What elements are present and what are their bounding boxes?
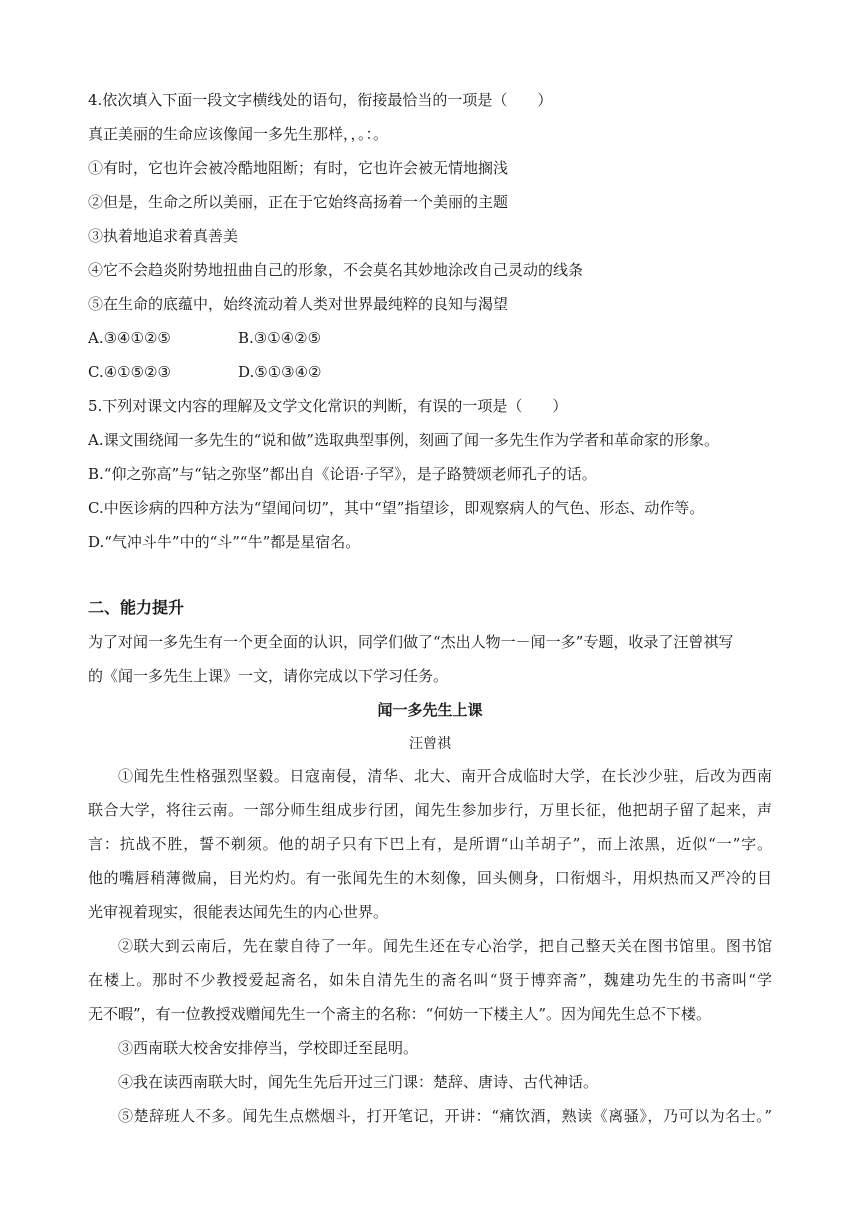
paragraph-1-line: 他的嘴唇稍薄微扁，目光灼灼。有一张闻先生的木刻像，回头侧身，口衔烟斗，用炽热而又严冷的目 <box>88 869 772 887</box>
section-intro-line-2: 的《闻一多先生上课》一文，请你完成以下学习任务。 <box>88 667 449 685</box>
q4-item-5: ⑤在生命的底蕴中，始终流动着人类对世界最纯粹的良知与渴望 <box>88 295 509 313</box>
q4-item-4: ④它不会趋炎附势地扭曲自己的形象，不会莫名其妙地涂改自己灵动的线条 <box>88 261 584 279</box>
q4-option-a: A.③④①②⑤ <box>88 329 171 347</box>
paragraph-3: ③西南联大校舍安排停当，学校即迁至昆明。 <box>118 1039 419 1057</box>
section-heading: 二、能力提升 <box>88 598 185 617</box>
paragraph-2-line: 在楼上。那时不少教授爱起斋名，如朱自清先生的斋名叫“贤于博弈斋”，魏建功先生的书斋叫“学 <box>88 971 772 989</box>
q4-passage: 真正美丽的生命应该像闻一多先生那样，，。：。 <box>88 125 389 143</box>
paragraph-4: ④我在读西南联大时，闻先生先后开过三门课：楚辞、唐诗、古代神话。 <box>118 1073 599 1091</box>
paragraph-5-line: ⑤楚辞班人不多。闻先生点燃烟斗，打开笔记，开讲：“痛饮酒，熟读《离骚》，乃可以为名士。” <box>118 1107 772 1125</box>
q5-option-d: D.“气冲斗牛”中的“斗”“牛”都是星宿名。 <box>88 533 361 551</box>
q5-option-b: B.“仰之弥高”与“钻之弥坚”都出自《论语·子罕》，是子路赞颂老师孔子的话。 <box>88 465 597 483</box>
article-author: 汪曾祺 <box>409 736 451 752</box>
q4-option-d: D.⑤①③④② <box>238 363 322 381</box>
paragraph-1-line: 光审视着现实，很能表达闻先生的内心世界。 <box>88 903 389 921</box>
paragraph-1-line: ①闻先生性格强烈坚毅。日寇南侵，清华、北大、南开合成临时大学，在长沙少驻，后改为西南 <box>118 767 772 785</box>
paragraph-2-line: ②联大到云南后，先在蒙自待了一年。闻先生还在专心治学，把自己整天关在图书馆里。图书馆 <box>118 937 772 955</box>
q5-stem: 5.下列对课文内容的理解及文学文化常识的判断，有误的一项是（ ） <box>88 397 568 415</box>
section-intro-line-1: 为了对闻一多先生有一个更全面的认识，同学们做了“杰出人物一－闻一多”专题，收录了汪曾祺写 <box>88 633 734 651</box>
q4-option-c: C.④①⑤②③ <box>88 363 171 381</box>
q4-option-b: B.③①④②⑤ <box>238 329 322 347</box>
q4-item-3: ③执着地追求着真善美 <box>88 227 239 245</box>
paragraph-1-line: 言：抗战不胜，誓不剃须。他的胡子只有下巴上有，是所谓“山羊胡子”，而上浓黑，近似“一”字。 <box>88 835 772 853</box>
q5-option-a: A.课文围绕闻一多先生的“说和做”选取典型事例，刻画了闻一多先生作为学者和革命家的形象。 <box>88 431 719 449</box>
paragraph-2-line: 无不暇”，有一位教授戏赠闻先生一个斋主的名称：“何妨一下楼主人”。因为闻先生总不下楼。 <box>88 1005 712 1023</box>
article-title: 闻一多先生上课 <box>377 701 483 719</box>
q4-stem: 4.依次填入下面一段文字横线处的语句，衔接最恰当的一项是（ ） <box>88 91 553 109</box>
q4-item-1: ①有时，它也许会被冷酷地阻断；有时，它也许会被无情地搁浅 <box>88 159 509 177</box>
paragraph-1-line: 联合大学，将往云南。一部分师生组成步行团，闻先生参加步行，万里长征，他把胡子留了起来，声 <box>88 801 772 819</box>
q5-option-c: C.中医诊病的四种方法为“望闻问切”，其中“望”指望诊，即观察病人的气色、形态、动作等。 <box>88 499 705 517</box>
q4-item-2: ②但是，生命之所以美丽，正在于它始终高扬着一个美丽的主题 <box>88 193 509 211</box>
